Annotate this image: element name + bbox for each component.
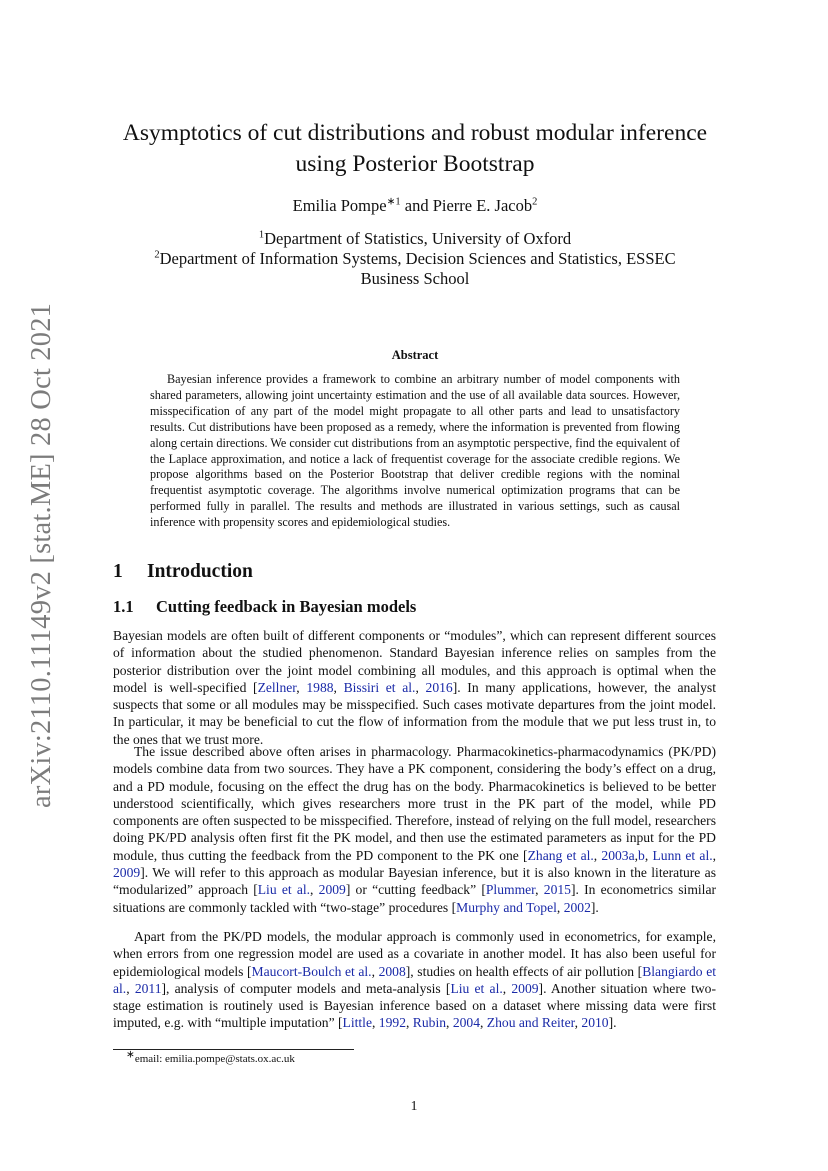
text-run: Apart from the PK/PD models, the modular approach is commonly used in econometrics, for example, when errors from one regression model are used as a covariate in another model. It has also been useful for epidemiological models [ — [113, 929, 716, 979]
affiliation-1-mark: 1 — [258, 229, 265, 241]
citation-link[interactable]: 2011 — [134, 980, 162, 996]
paragraph-2 — [113, 743, 716, 916]
page-number: 1 — [410, 1098, 418, 1113]
citation-link[interactable]: Liu et al. — [450, 980, 503, 996]
citation-link[interactable]: 2008 — [378, 963, 406, 979]
footnote-mark: ∗ — [126, 1049, 135, 1061]
citation-link[interactable]: 1992 — [378, 1015, 406, 1031]
subsection-heading — [113, 597, 416, 617]
text-run: , — [415, 679, 426, 695]
citation-link[interactable]: Little — [342, 1015, 372, 1031]
text-run: , — [535, 882, 544, 898]
text-run: , — [296, 679, 307, 695]
affiliation-1 — [70, 229, 760, 249]
text-run: , — [644, 847, 653, 863]
author-list — [70, 196, 760, 216]
citation-link[interactable]: Plummer — [485, 882, 536, 898]
citation-link[interactable]: Lunn et al. — [652, 847, 713, 863]
text-run: , — [556, 899, 564, 915]
citation-link[interactable]: 2009 — [511, 980, 539, 996]
abstract-heading: Abstract — [391, 348, 439, 362]
citation-link[interactable]: 2015 — [543, 882, 571, 898]
title-line-2: using Posterior Bootstrap — [295, 151, 535, 177]
text-run: , — [502, 980, 512, 996]
citation-link[interactable]: 2009 — [318, 882, 346, 898]
author-1: Emilia Pompe — [292, 196, 387, 215]
text-run: , — [371, 963, 379, 979]
paper-title — [70, 118, 760, 180]
text-run: ], studies on health effects of air pollution [ — [405, 963, 643, 979]
subsection-title: Cutting feedback in Bayesian models — [156, 597, 417, 616]
abstract-body: Bayesian inference provides a framework to combine an arbitrary number of model components with shared parameters, allowing joint uncertainty estimation and the use of all available data sources. However, misspecification of any part of the model might propagate to all other parts and lead to unsatisfactory results. Cut distributions have been proposed as a remedy, where the information is prevented from flowing along certain directions. We consider cut distributions from an asymptotic perspective, find the equivalent of the Laplace approximation, and notice a lack of frequentist coverage for the associate credible regions. We propose algorithms based on the Posterior Bootstrap that deliver credible regions with the nominal frequentist asymptotic coverage. The algorithms involve numerical optimization programs that can be performed fully in parallel. The results and methods are illustrated in various settings, such as causal inference with propensity scores and epidemiological studies. — [150, 372, 680, 530]
text-run: ]. In econometrics similar situations are commonly tackled with “two-stage” procedures [ — [113, 882, 717, 915]
citation-link[interactable]: Blangiardo et al. — [113, 963, 717, 996]
text-run: ]. Another situation where two-stage estimation is routinely used is Bayesian inference based on a dataset where missing data were first imputed, e.g. with “multiple imputation” [ — [113, 980, 717, 1031]
author-2: Pierre E. Jacob — [432, 196, 533, 215]
affiliation-2-mark: 2 — [154, 249, 160, 261]
text-run: The issue described above often arises in pharmacology. Pharmacokinetics-pharmacodynamics (PK/PD) models combine data from two sources. They have a PK component, considering the body’s effect on a drug, and a PD module, focusing on the effect the drug has on the body. Pharmacokinetics is believed to be better understood scientifically, which gives researchers more trust in the PK part of the model, while PD components are often suspected to be misspecified. Therefore, instead of relying on the full model, researchers doing PK/PD analysis often first fit the PK model, and then use the estimated parameters as input for the PD module, thus cutting the feedback from the PD component to the PK one [ — [113, 744, 716, 863]
text-run: ]. In many applications, however, the analyst suspects that some or all modules may be misspecified. Such cases motivate departures from the joint model. In particular, it may be beneficial to cut the flow of information from the module that we put less trust in, to the ones that we trust more. — [113, 679, 716, 747]
text-run: Bayesian models are often built of different components or “modules”, which can represent different sources of information about the studied phenomenon. Standard Bayesian inference relies on samples from the posterior distribution over the joint model combining all modules, and this approach is optimal when the model is well-specified [ — [113, 628, 716, 695]
footnote-text: email: emilia.pompe@stats.ox.ac.uk — [134, 1053, 295, 1065]
citation-link[interactable]: Liu et al. — [257, 882, 311, 898]
text-run: , — [126, 980, 135, 996]
citation-link[interactable]: Maucort-Boulch et al. — [251, 963, 372, 979]
citation-link[interactable]: Rubin — [412, 1015, 447, 1031]
arxiv-identifier[interactable]: arXiv:2110.11149v2 [stat.ME] 28 Oct 2021 — [26, 302, 57, 808]
paragraph-1 — [113, 627, 716, 748]
title-line-1: Asymptotics of cut distributions and robust modular inference — [122, 120, 708, 146]
text-run: ]. — [608, 1015, 617, 1031]
text-run: , — [310, 882, 319, 898]
section-heading — [113, 561, 253, 583]
affiliation-2-line-2: Business School — [360, 269, 470, 288]
text-run: , — [446, 1015, 453, 1031]
text-run: , — [593, 847, 602, 863]
text-run: ]. — [590, 899, 599, 915]
section-number: 1 — [113, 561, 123, 582]
author-1-mark[interactable]: ∗1 — [386, 196, 401, 208]
citation-link[interactable]: Murphy and Topel — [456, 899, 557, 915]
subsection-number: 1.1 — [113, 597, 134, 616]
affiliation-2-line-1: Department of Information Systems, Decision Sciences and Statistics, ESSEC — [159, 249, 676, 268]
citation-link[interactable]: 2003a — [601, 847, 635, 863]
citation-link[interactable]: 2004 — [452, 1015, 480, 1031]
citation-link[interactable]: 2002 — [563, 899, 591, 915]
text-run: , — [574, 1015, 582, 1031]
author-2-mark: 2 — [532, 196, 538, 208]
citation-link[interactable]: 2010 — [581, 1015, 609, 1031]
citation-link[interactable]: b — [638, 847, 645, 863]
citation-link[interactable]: Zhou and Reiter — [486, 1015, 575, 1031]
citation-link[interactable]: Zhang et al. — [527, 847, 594, 863]
citation-link[interactable]: 2009 — [113, 865, 141, 881]
citation-link[interactable]: Bissiri et al. — [343, 679, 416, 695]
section-title: Introduction — [147, 561, 253, 582]
text-run: , — [333, 679, 344, 695]
text-run: ]. We will refer to this approach as modular Bayesian inference, but it is also known in the literature as “modularized” approach [ — [113, 865, 716, 898]
citation-link[interactable]: 1988 — [306, 679, 334, 695]
text-run: , — [634, 847, 639, 863]
text-run: , — [480, 1015, 487, 1031]
citation-link[interactable]: 2016 — [425, 679, 453, 695]
affiliation-2 — [70, 249, 760, 289]
footnote-divider — [113, 1049, 354, 1050]
text-run: , — [405, 1015, 413, 1031]
affiliation-1-text: Department of Statistics, University of Oxford — [264, 229, 572, 248]
citation-link[interactable]: Zellner — [257, 679, 297, 695]
text-run: ], analysis of computer models and meta-analysis [ — [161, 980, 451, 996]
author-conjunction: and — [400, 196, 433, 215]
paragraph-3 — [113, 928, 716, 1032]
text-run: , — [712, 847, 717, 863]
text-run: , — [372, 1015, 379, 1031]
text-run: ] or “cutting feedback” [ — [345, 882, 486, 898]
footnote — [126, 1049, 295, 1065]
